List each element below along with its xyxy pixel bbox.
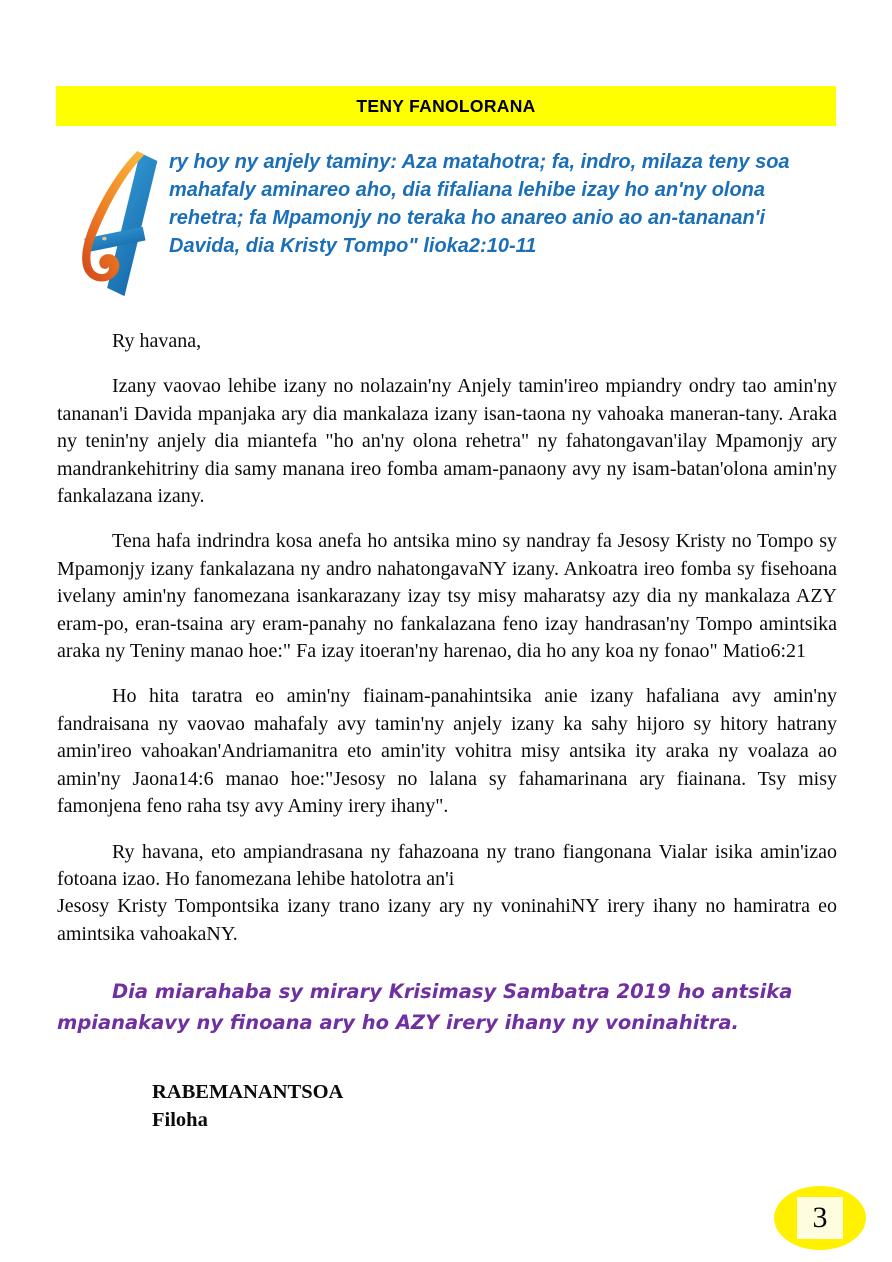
page-title: TENY FANOLORANA: [356, 95, 536, 116]
body-content: [57, 328, 837, 1134]
page-number-badge: [774, 1186, 866, 1250]
body-paragraphs: [57, 328, 837, 948]
body-paragraph: Tena hafa indrindra kosa anefa ho antsika mino sy nandray fa Jesosy Kristy no Tompo sy Mpamonjy izany fankalazana ny andro nahatongavaNY izany. Ankoatra ireo fomba sy fisehoana ivelany amin'ny fanomezana isankarazany izay tsy misy maharatsy azy dia ny mankalaza AZY eram-po, eran-tsaina ary eram-panahy no fankalazana feno izay handrasan'ny Tompo amintsika araka ny Teniny manao hoe:" Fa izay itoeran'ny harenao, dia ho any koa ny fonao" Matio6:21: [57, 530, 837, 663]
signature-title: Filoha: [152, 1109, 208, 1132]
page-number: 3: [797, 1197, 843, 1239]
body-paragraph: Ho hita taratra eo amin'ny fiainam-panahintsika anie izany hafaliana avy amin'ny fandraisana ny vaovao mahafaly avy tamin'ny anjely izany ka sahy hijoro sy hitory hatrany amin'ireo vahoakan'Andriamanitra eto amin'ity vohitra misy antsika ity araka ny voalaza ao amin'ny Jaona14:6 manao hoe:"Jesosy no lalana sy fahamarinana ary fiainana. Tsy misy famonjena feno raha tsy avy Aminy irery ihany".: [57, 685, 837, 818]
body-paragraph: Izany vaovao lehibe izany no nolazain'ny Anjely tamin'ireo mpiandry ondry tao amin'ny tananan'i Davida mpanjaka ary dia mankalaza izany isan-taona ny vahoaka maneran-tany. Araka ny tenin'ny anjely dia miantefa "ho an'ny olona rehetra" ny fahatongavan'ilay Mpamonjy ary mandrankehitriny dia samy manana ireo fomba amam-panaony avy ny isam-batan'olona amin'ny fankalazana izany.: [57, 375, 837, 508]
quote-section: [57, 148, 837, 304]
quote-text: ry hoy ny anjely taminy: Aza matahotra; fa, indro, milaza teny soa mahafaly aminareo aho, dia fifaliana lehibe izay ho an'ny olona rehetra; fa Mpamonjy no teraka ho anareo anio ao an-tananan'i Davida, dia Kristy Tompo" lioka2:10-11: [169, 151, 790, 257]
body-paragraph: Ry havana,: [112, 330, 202, 352]
header-bar: [56, 86, 836, 126]
dropcap-a-icon: [77, 148, 161, 300]
signature-name: RABEMANANTSOA: [152, 1081, 344, 1104]
body-paragraph: Jesosy Kristy Tompontsika izany trano izany ary ny voninahiNY irery ihany no hamiratra eo amintsika vahoakaNY.: [57, 895, 837, 945]
body-paragraph: Ry havana, eto ampiandrasana ny fahazoana ny trano fiangonana Vialar isika amin'izao fotoana izao. Ho fanomezana lehibe hatolotra an'i: [57, 840, 837, 890]
signature-block: [152, 1078, 837, 1134]
closing-greeting: Dia miarahaba sy mirary Krisimasy Sambatra 2019 ho antsika mpianakavy ny finoana ary ho AZY irery ihany ny voninahitra.: [57, 980, 793, 1035]
